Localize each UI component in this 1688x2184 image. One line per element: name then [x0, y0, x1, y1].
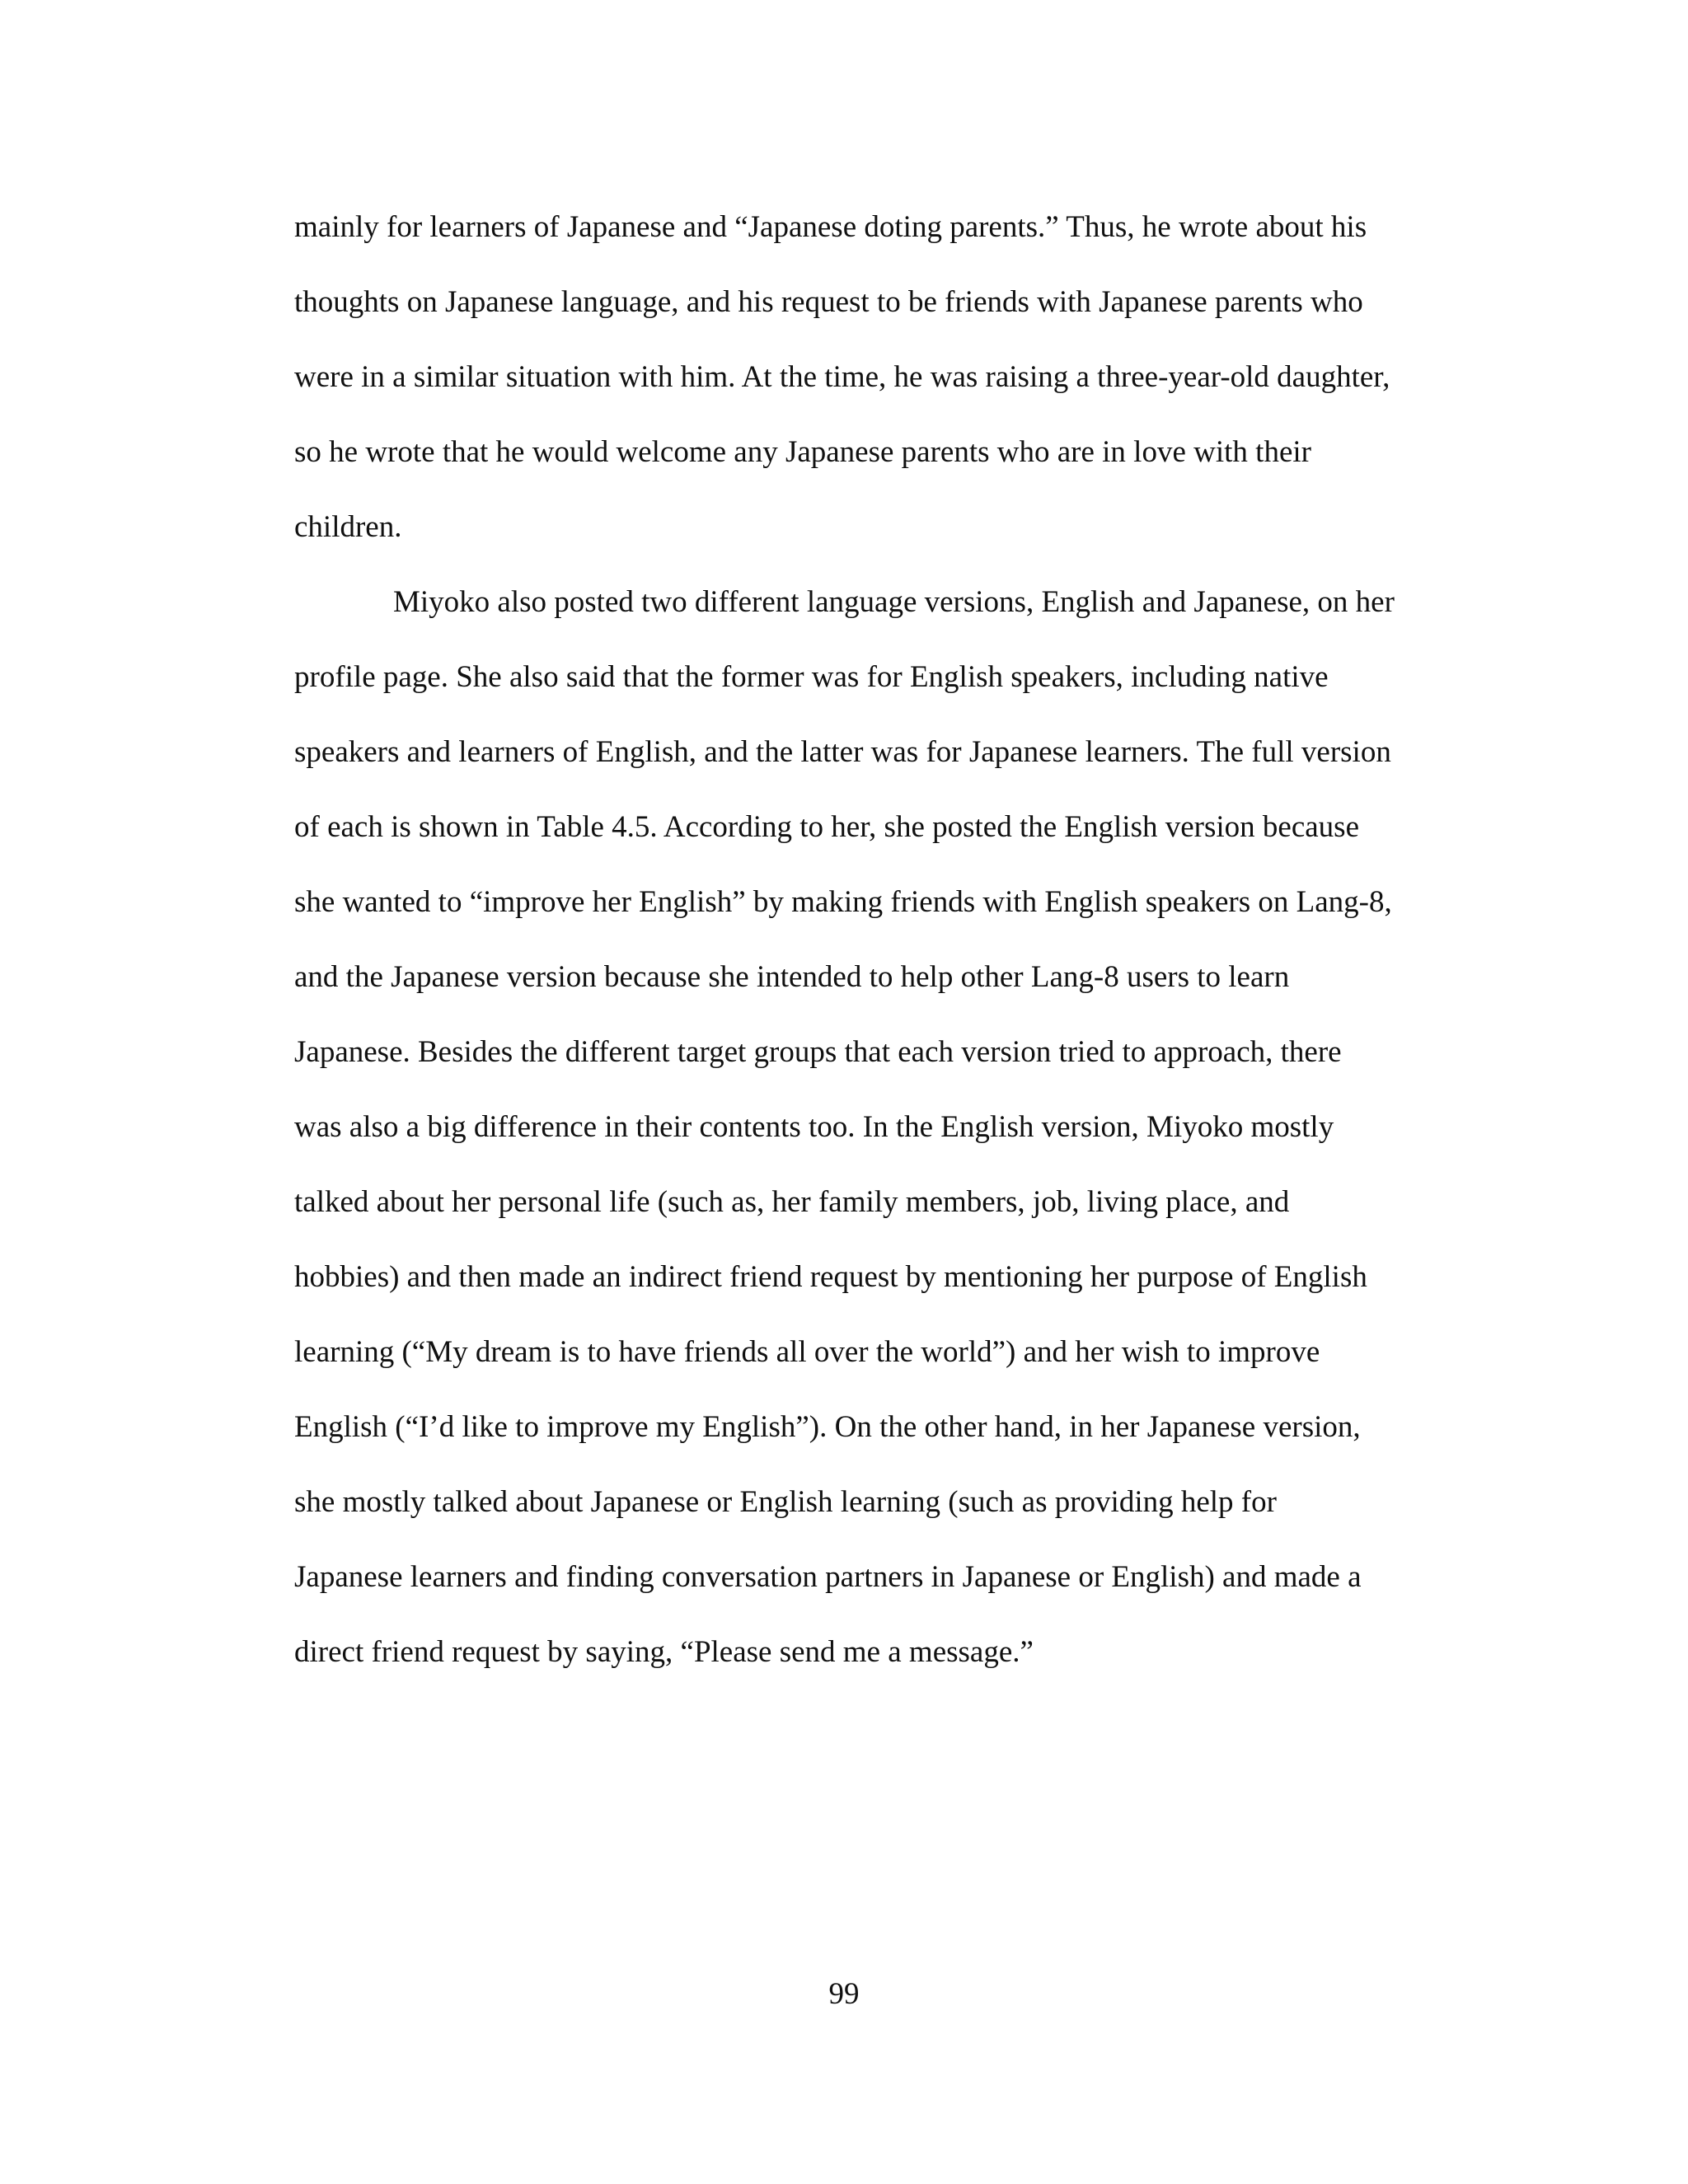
text-line: mainly for learners of Japanese and “Japanese doting parents.” Thus, he wrote about his	[294, 210, 1367, 244]
text-line: were in a similar situation with him. At the time, he was raising a three-year-old daughter,	[294, 360, 1390, 394]
text-line: thoughts on Japanese language, and his request to be friends with Japanese parents who	[294, 285, 1363, 319]
text-line: English (“I’d like to improve my English”). On the other hand, in her Japanese version,	[294, 1410, 1361, 1444]
text-line: direct friend request by saying, “Please send me a message.”	[294, 1635, 1034, 1669]
text-line: Japanese. Besides the different target groups that each version tried to approach, there	[294, 1035, 1342, 1069]
page-number: 99	[828, 1977, 860, 2011]
text-line: hobbies) and then made an indirect friend request by mentioning her purpose of English	[294, 1260, 1367, 1294]
text-line: children.	[294, 510, 402, 544]
text-line: of each is shown in Table 4.5. According to her, she posted the English version because	[294, 810, 1360, 844]
text-line: and the Japanese version because she intended to help other Lang-8 users to learn	[294, 960, 1290, 994]
text-line-indented: Miyoko also posted two different language versions, English and Japanese, on her	[393, 585, 1395, 619]
text-line: profile page. She also said that the former was for English speakers, including native	[294, 660, 1329, 694]
text-line: was also a big difference in their contents too. In the English version, Miyoko mostly	[294, 1110, 1334, 1144]
text-line: so he wrote that he would welcome any Japanese parents who are in love with their	[294, 435, 1311, 469]
text-line: learning (“My dream is to have friends all over the world”) and her wish to improve	[294, 1335, 1320, 1369]
body-text	[294, 190, 1489, 1690]
text-line: talked about her personal life (such as, her family members, job, living place, and	[294, 1185, 1290, 1219]
text-line: Japanese learners and finding conversation partners in Japanese or English) and made a	[294, 1560, 1362, 1594]
text-line: she mostly talked about Japanese or English learning (such as providing help for	[294, 1485, 1277, 1519]
text-line: speakers and learners of English, and the latter was for Japanese learners. The full version	[294, 735, 1391, 769]
text-line: she wanted to “improve her English” by making friends with English speakers on Lang-8,	[294, 885, 1392, 919]
